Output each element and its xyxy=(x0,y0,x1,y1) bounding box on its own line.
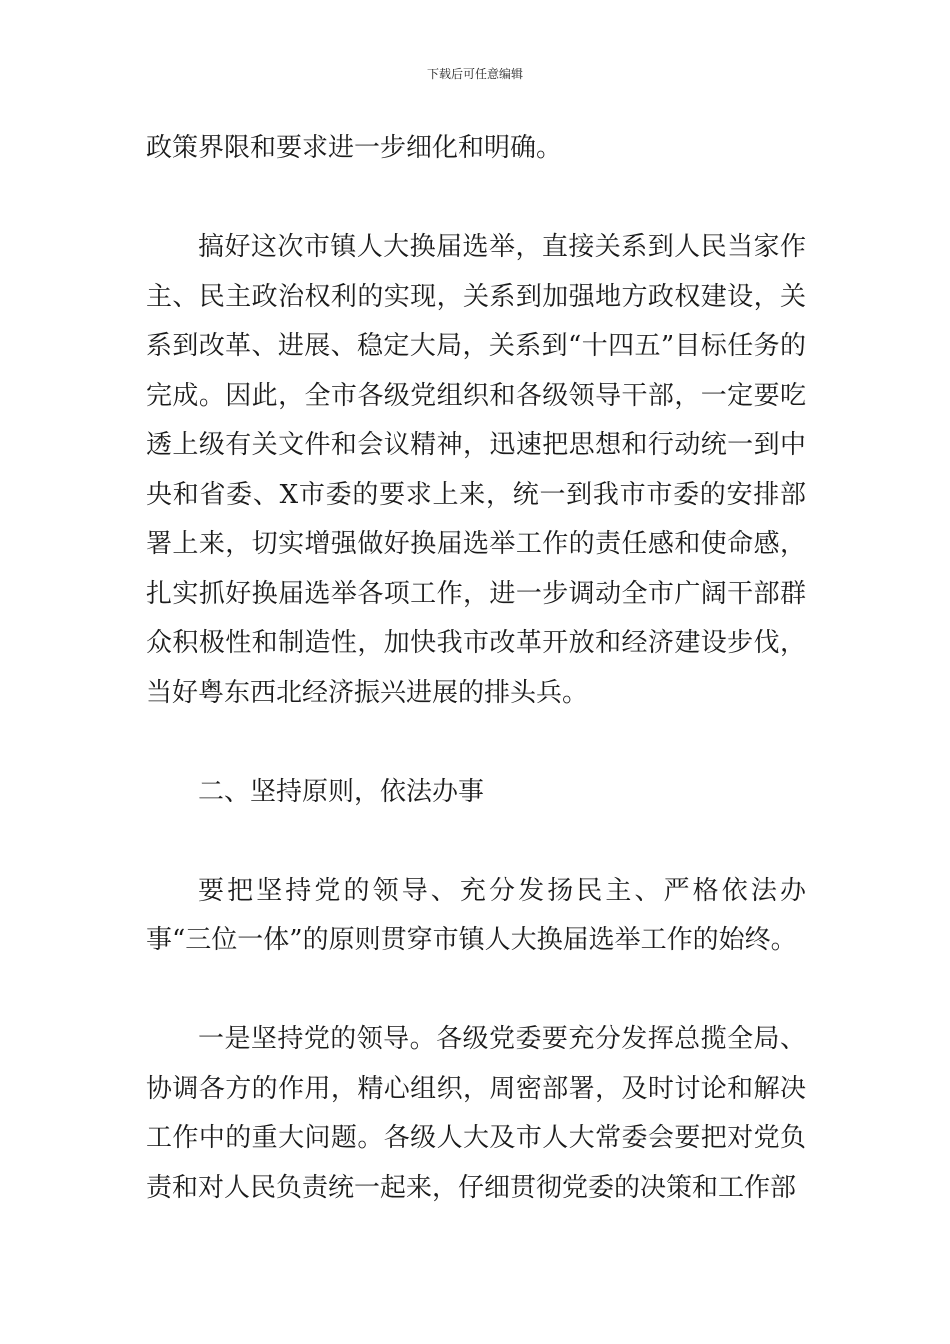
paragraph-gap xyxy=(146,966,806,1016)
paragraph-continuation: 政策界限和要求进一步细化和明确。 xyxy=(146,133,563,163)
paragraph-party-leadership: 一是坚持党的领导。各级党委要充分发挥总揽全局、协调各方的作用，精心组织，周密部署，及时讨论和解决工作中的重大问题。各级人大及市人大常委会要把对党负责和对人民负责统一起来，仔细贯彻党委的决策和工作部 xyxy=(146,1024,806,1203)
paragraph-gap xyxy=(146,174,806,224)
section-heading: 二、坚持原则，依法办事 xyxy=(198,776,485,807)
page-header-note: 下载后可任意编辑 xyxy=(426,67,523,81)
document-body xyxy=(146,124,806,1213)
paragraph-election-significance: 搞好这次市镇人大换届选举，直接关系到人民当家作主、民主政治权利的实现，关系到加强地方政权建设，关系到改革、进展、稳定大局，关系到“十四五”目标任务的完成。因此，全市各级党组织和各级领导干部，一定要吃透上级有关文件和会议精神，迅速把思想和行动统一到中央和省委、X市委的要求上来，统一到我市市委的安排部署上来，切实增强做好换届选举工作的责任感和使命感，扎实抓好换届选举各项工作，进一步调动全市广阔干部群众积极性和制造性，加快我市改革开放和经济建设步伐，当好粤东西北经济振兴进展的排头兵。 xyxy=(146,232,806,708)
paragraph-principles: 要把坚持党的领导、充分发扬民主、严格依法办事“三位一体”的原则贯穿市镇人大换届选举工作的始终。 xyxy=(146,875,806,955)
paragraph-gap xyxy=(146,817,806,867)
paragraph-gap xyxy=(146,718,806,768)
